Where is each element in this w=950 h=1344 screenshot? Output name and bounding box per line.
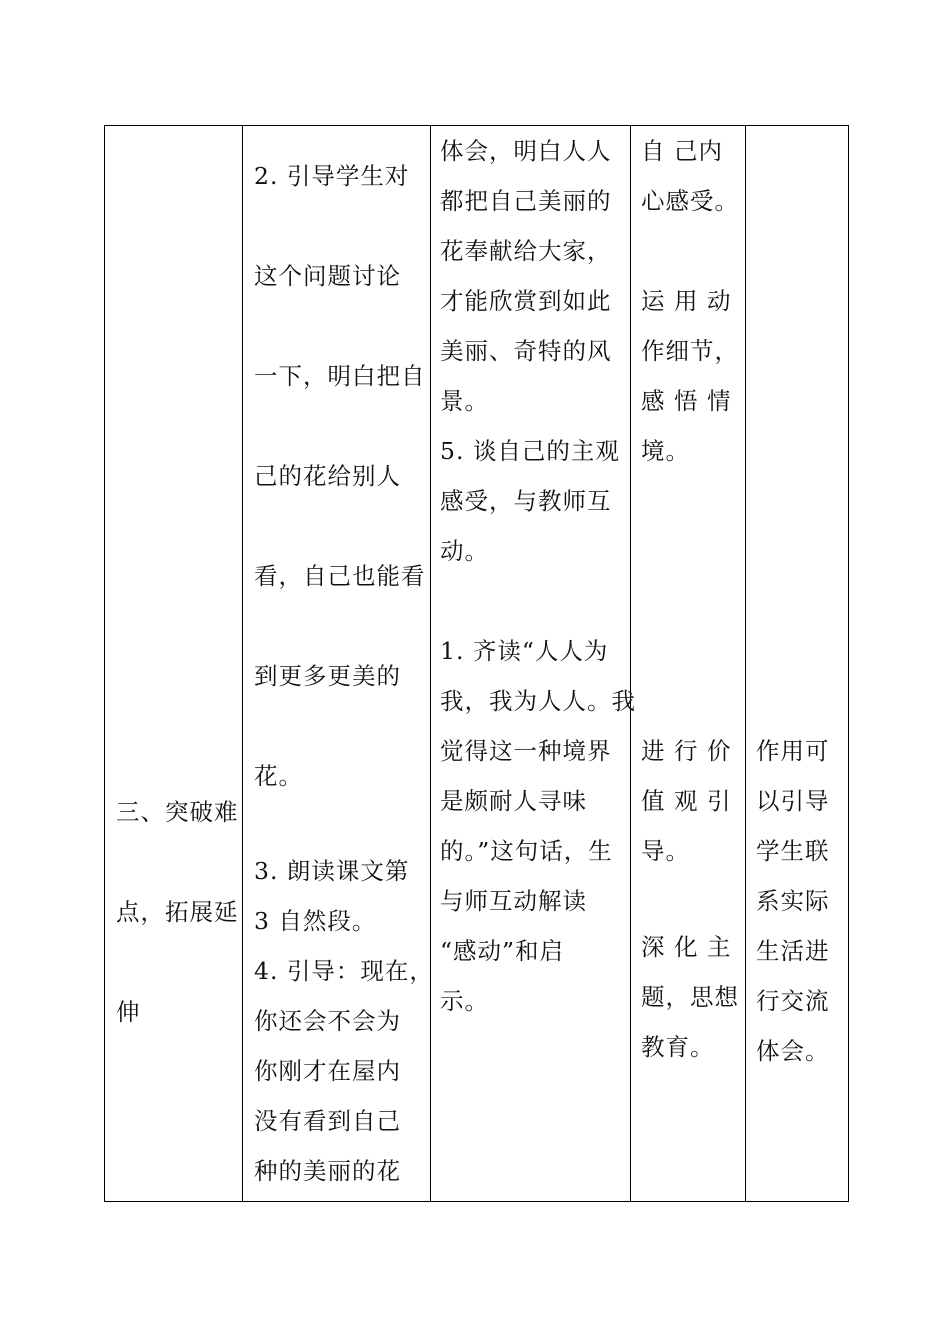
student-activity-line: 才能欣赏到如此 [440, 287, 612, 315]
stage-line: 伸 [116, 998, 141, 1026]
design-intent-line: 运 用 动 [641, 287, 732, 315]
design-intent-line: 心感受。 [641, 187, 739, 215]
design-intent-line: 题，思想 [641, 983, 739, 1011]
teacher-activity-line: 这个问题讨论 [254, 262, 401, 290]
student-activity-line: 5. 谈自己的主观 [440, 437, 620, 465]
stage-cell [116, 762, 239, 1062]
notes-line: 以引导 [756, 787, 830, 815]
student-activity-line: 都把自己美丽的 [440, 187, 612, 215]
design-intent-line: 境。 [641, 437, 690, 465]
column-divider [745, 126, 746, 1201]
notes-line: 作用可 [756, 737, 830, 765]
teacher-activity-line: 3 自然段。 [254, 907, 377, 935]
student-activity-line: 花奉献给大家， [440, 237, 612, 265]
lesson-plan-table [104, 125, 849, 1202]
design-intent-line: 深 化 主 [641, 933, 732, 961]
notes-line: 系实际 [756, 887, 830, 915]
stage-line: 点，拓展延 [116, 898, 239, 926]
student-activity-line: 体会，明白人人 [440, 137, 612, 165]
teacher-activity-line: 你还会不会为 [254, 1007, 401, 1035]
notes-line: 生活进 [756, 937, 830, 965]
student-activity-line: 感受，与教师互 [440, 487, 612, 515]
student-activity-line: 觉得这一种境界 [440, 737, 612, 765]
student-activity-line: 动。 [440, 537, 489, 565]
design-intent-line: 教育。 [641, 1033, 715, 1061]
notes-line: 学生联 [756, 837, 830, 865]
teacher-activity-line: 看，自己也能看 [254, 562, 426, 590]
teacher-activity-line: 你刚才在屋内 [254, 1057, 401, 1085]
design-intent-line: 自 己内 [641, 137, 723, 165]
design-intent-line: 进 行 价 [641, 737, 732, 765]
design-intent-line: 作细节， [641, 337, 739, 365]
teacher-activity-line: 花。 [254, 762, 303, 790]
teacher-activity-line: 到更多更美的 [254, 662, 401, 690]
teacher-activity-line: 种的美丽的花 [254, 1157, 401, 1185]
design-intent-line: 导。 [641, 837, 690, 865]
notes-cell [756, 726, 830, 1076]
design-intent-line: 感 悟 情 [641, 387, 732, 415]
teacher-activity-line: 2. 引导学生对 [254, 162, 410, 190]
student-activity-line: 美丽、奇特的风 [440, 337, 612, 365]
student-activity-line: 是颇耐人寻味 [440, 787, 587, 815]
teacher-activity-line: 4. 引导：现在， [254, 957, 434, 985]
student-activity-line: 示。 [440, 987, 489, 1015]
student-activity-line: 1. 齐读“人人为 [440, 637, 609, 665]
student-activity-line: 我，我为人人。我 [440, 687, 636, 715]
design-intent-line: 值 观 引 [641, 787, 732, 815]
teacher-activity-line: 3. 朗读课文第 [254, 857, 410, 885]
teacher-activity-line: 没有看到自己 [254, 1107, 401, 1135]
student-activity-line: “感动”和启 [440, 937, 565, 965]
student-activity-line: 景。 [440, 387, 489, 415]
student-activity-line: 与师互动解读 [440, 887, 587, 915]
stage-line: 三、突破难 [116, 798, 239, 826]
column-divider [242, 126, 243, 1201]
student-activity-line: 的。”这句话，生 [440, 837, 613, 865]
notes-line: 行交流 [756, 987, 830, 1015]
teacher-activity-line: 己的花给别人 [254, 462, 401, 490]
teacher-activity-line: 一下，明白把自 [254, 362, 426, 390]
notes-line: 体会。 [756, 1037, 830, 1065]
